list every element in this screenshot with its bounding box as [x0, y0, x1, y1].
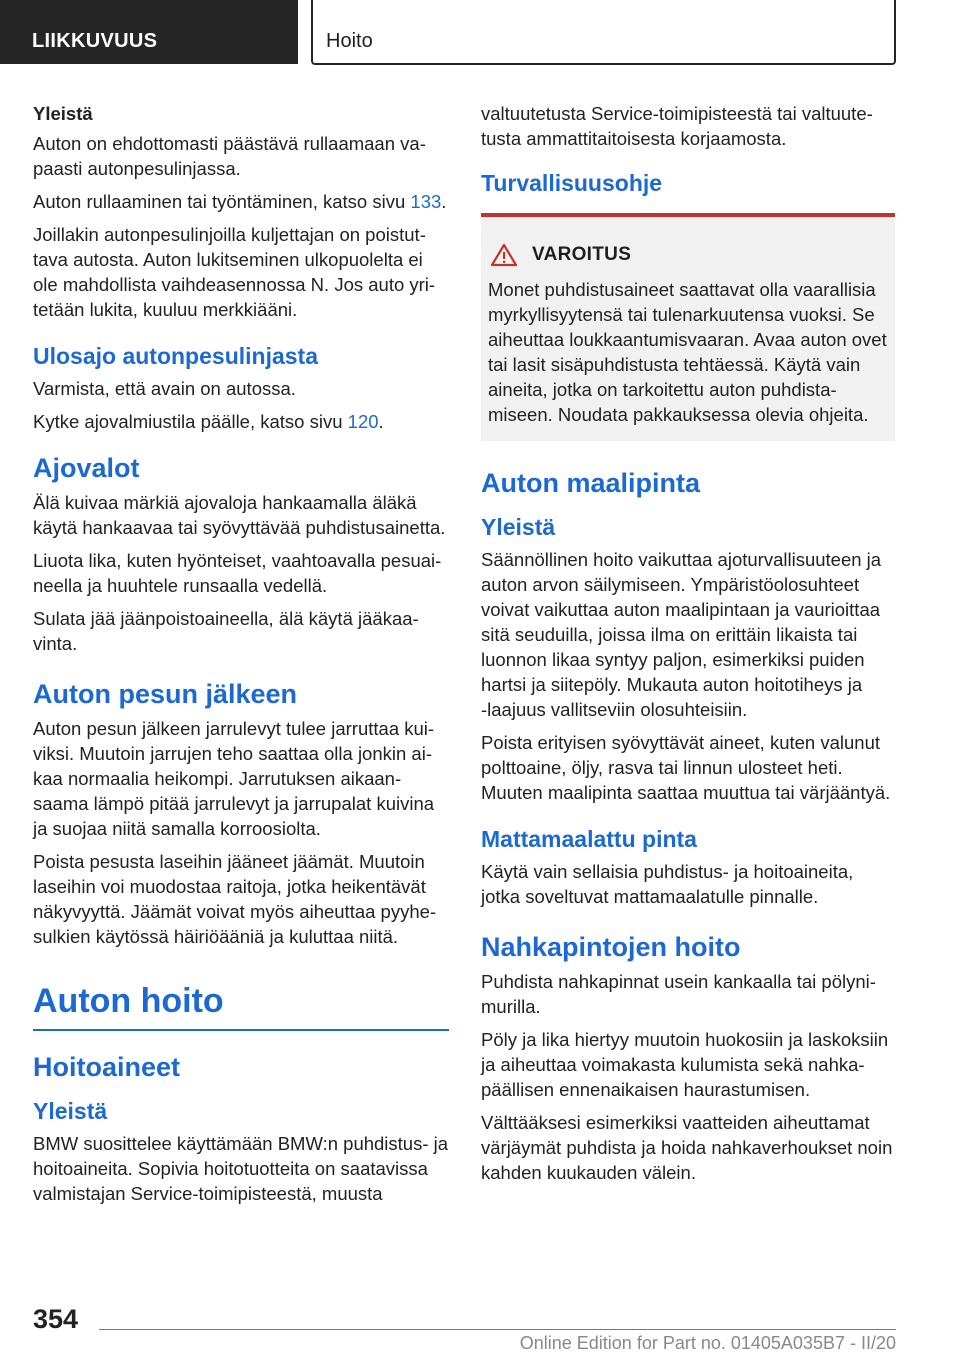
care-heading-rule	[33, 1029, 449, 1031]
warning-triangle-icon	[490, 243, 518, 267]
exit-paragraph-2: Kytke ajovalmiustila päälle, katso sivu 120.	[33, 411, 384, 432]
footer-edition: Online Edition for Part no. 01405A035B7 - II/20	[519, 1333, 896, 1353]
paint-general-heading: Yleistä	[481, 514, 556, 540]
headlights-paragraph-1: Älä kuivaa märkiä ajovaloja hankaamalla äläkä käytä hankaavaa tai syövyttävää puhdistusainetta.	[33, 492, 446, 538]
exit-paragraph-1: Varmista, että avain on autossa.	[33, 378, 296, 399]
matte-paragraph-1: Käytä vain sellaisia puhdistus- ja hoitoaineita, jotka soveltuvat mattamaalatulle pinnalle.	[481, 861, 854, 907]
exit-heading: Ulosajo autonpesulinjasta	[33, 343, 318, 369]
headlights-heading: Ajovalot	[33, 453, 140, 483]
general-heading: Yleistä	[33, 103, 93, 124]
afterwash-paragraph-2: Poista pesusta laseihin jääneet jäämät. Muutoin laseihin voi muodostaa raitoja, jotka heikentävät näkyvyyttä. Jäämät voivat myös aiheuttaa pyyhesulkien käytössä häiriöääniä ja kuluttaa niitä.	[33, 851, 437, 947]
continued-paragraph: valtuutetusta Service-toimipisteestä tai valtuutetusta ammattitaitoisesta korjaamosta.	[481, 103, 873, 149]
headlights-paragraph-3: Sulata jää jäänpoistoaineella, älä käytä jääkaavinta.	[33, 608, 419, 654]
section-tab: LIIKKUVUUS	[0, 0, 298, 64]
products-general-heading: Yleistä	[33, 1098, 108, 1124]
paint-paragraph-2: Poista erityisen syövyttävät aineet, kuten valunut polttoaine, öljy, rasva tai linnun ulosteet heti. Muuten maalipinta saattaa muuttua tai värjääntyä.	[481, 732, 891, 803]
warning-box	[481, 217, 895, 441]
footer-rule	[99, 1329, 896, 1330]
afterwash-heading: Auton pesun jälkeen	[33, 679, 298, 709]
general-paragraph-1: Auton on ehdottomasti päästävä rullaamaan vapaasti autonpesulinjassa.	[33, 133, 426, 179]
page-link-133[interactable]: 133	[410, 191, 442, 212]
paint-paragraph-1: Säännöllinen hoito vaikuttaa ajoturvallisuuteen ja auton arvon säilymiseen. Ympäristöolosuhteet voivat vaikuttaa auton maalipintaan ja vaurioittaa sitä seuduilla, joissa ilma on erittäin likaista tai luonnon likaa syntyy paljon, esimerkiksi puiden hartsi ja siitepöly. Mukauta auton hoitotiheys ja ‑laajuus vallitseviin olosuhteisiin.	[481, 549, 882, 720]
products-heading: Hoitoaineet	[33, 1052, 181, 1082]
headlights-paragraph-2: Liuota lika, kuten hyönteiset, vaahtoavalla pesuaineella ja huuhtele runsaalla vedellä.	[33, 550, 442, 596]
left-column	[33, 101, 449, 1214]
warning-header	[488, 243, 888, 267]
matte-heading: Mattamaalattu pinta	[481, 826, 697, 852]
leather-paragraph-3: Välttääksesi esimerkiksi vaatteiden aiheuttamat värjäymät puhdista ja hoida nahkaverhoukset noin kahden kuukauden välein.	[481, 1112, 893, 1183]
safety-heading: Turvallisuusohje	[481, 170, 663, 196]
leather-paragraph-2: Pöly ja lika hiertyy muutoin huokosiin ja laskoksiin ja aiheuttaa voimakasta kulumista sekä nahkapäällisen ennenaikaisen haurastumisen.	[481, 1029, 889, 1100]
right-column	[481, 101, 895, 1193]
general-paragraph-3: Joillakin autonpesulinjoilla kuljettajan on poistuttava autosta. Auton lukitseminen ulkopuolelta ei ole mahdollista vaihdeasennossa N. Jos auto yritetään lukita, kuuluu merkkiääni.	[33, 224, 436, 320]
care-heading: Auton hoito	[33, 982, 224, 1020]
page-number: 354	[33, 1304, 79, 1334]
page-link-120[interactable]: 120	[347, 411, 379, 432]
page-header	[0, 0, 960, 66]
leather-paragraph-1: Puhdista nahkapinnat usein kankaalla tai pölynimurilla.	[481, 971, 876, 1017]
paint-heading: Auton maalipinta	[481, 468, 701, 498]
warning-text: Monet puhdistusaineet saattavat olla vaarallisia myrkyllisyytensä tai tulenarkuutensa vuoksi. Se aiheuttaa loukkaantumisvaaran. Avaa auton ovet tai lasit sisäpuhdistusta tehtäessä. Käytä vain aineita, jotka on tarkoitettu auton puhdistamiseen. Noudata pakkauksessa olevia ohjeita.	[488, 279, 887, 425]
products-paragraph-1: BMW suosittelee käyttämään BMW:n puhdistus- ja hoitoaineita. Sopivia hoitotuotteita on saatavissa valmistajan Service-toimipisteestä, muusta	[33, 1133, 449, 1204]
chapter-tab: Hoito	[311, 0, 896, 65]
general-paragraph-2: Auton rullaaminen tai työntäminen, katso sivu 133.	[33, 191, 447, 212]
afterwash-paragraph-1: Auton pesun jälkeen jarrulevyt tulee jarruttaa kuiviksi. Muutoin jarrujen teho saattaa olla jonkin aikaa normaalia heikompi. Jarrutuksen aikaansaama lämpö pitää jarrulevyt ja jarrupalat kuivina ja suojaa niitä samalla korroosiolta.	[33, 718, 435, 839]
leather-heading: Nahkapintojen hoito	[481, 932, 741, 962]
warning-title: VAROITUS	[532, 244, 632, 265]
